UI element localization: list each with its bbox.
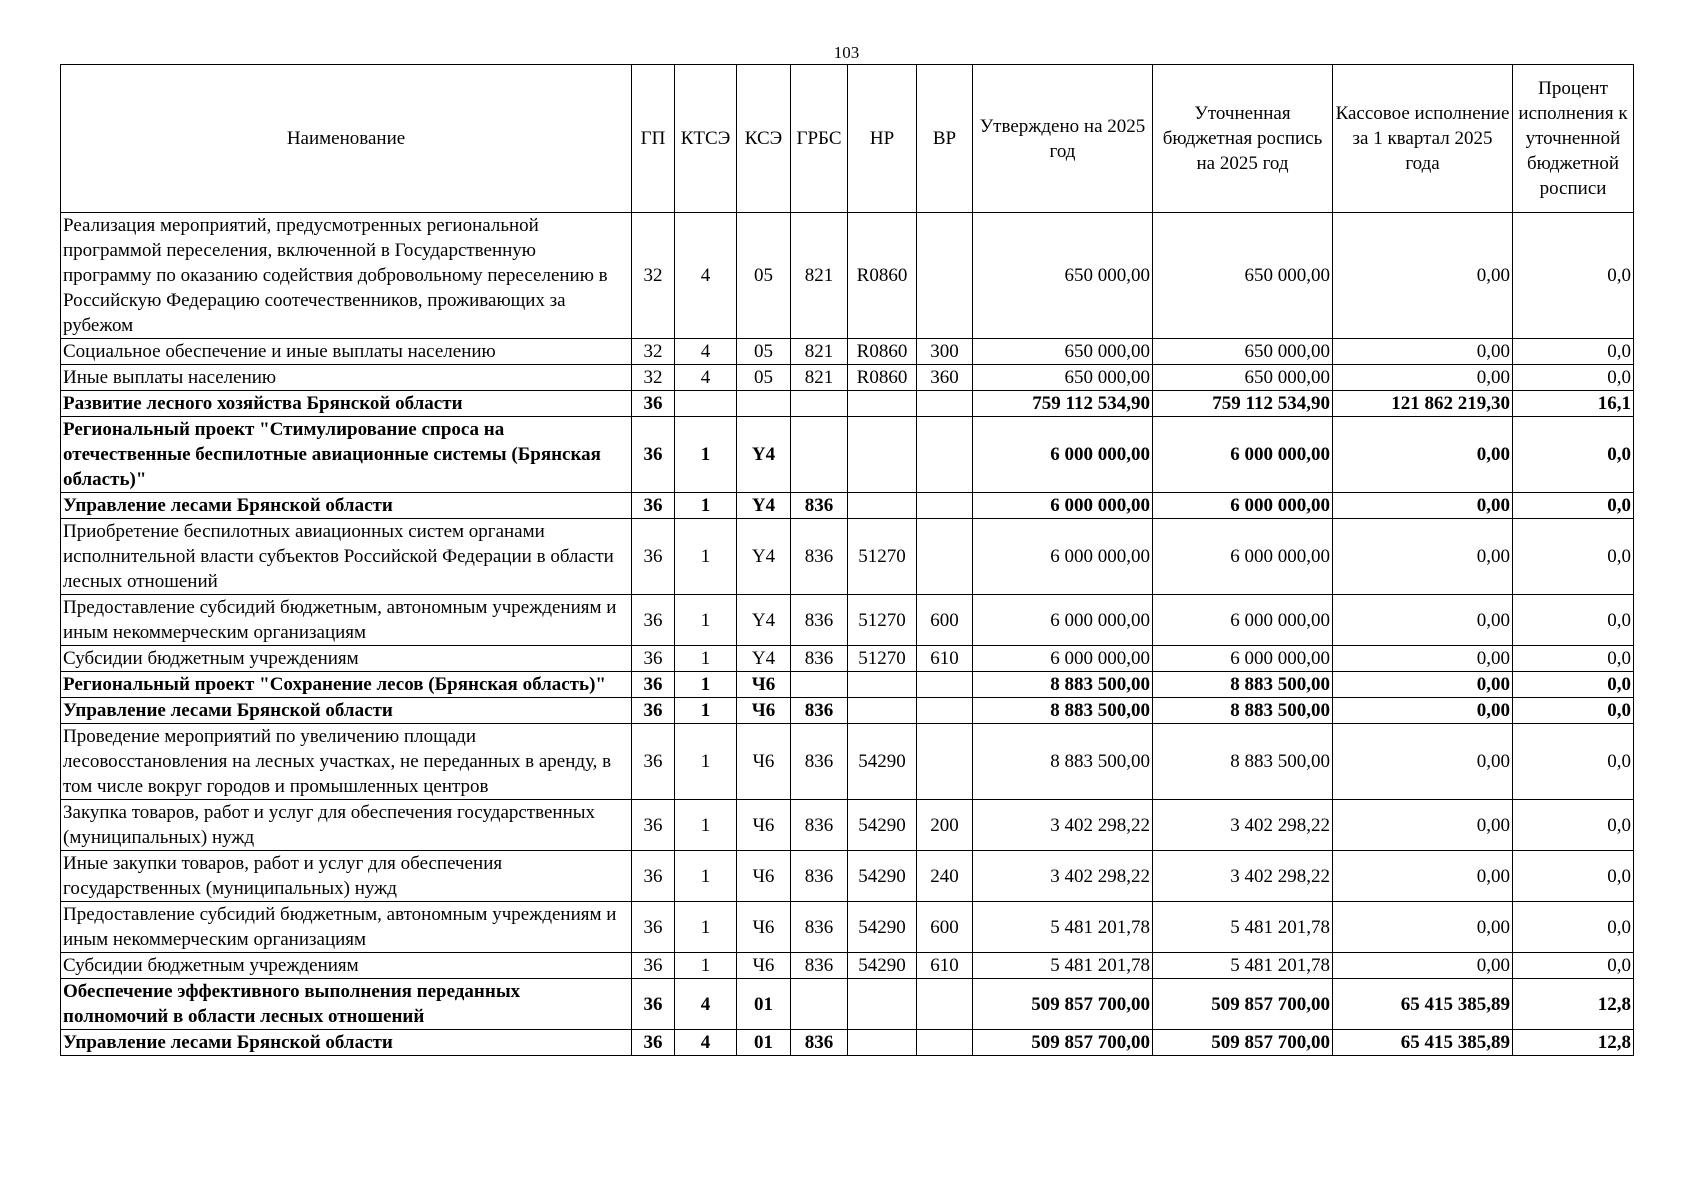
cell-name: Предоставление субсидий бюджетным, автономным учреждениям и иным некоммерческим организациям [61,902,632,953]
cell-approved: 759 112 534,90 [973,391,1153,417]
cell-ktse: 1 [675,646,737,672]
cell-gp: 36 [632,979,675,1030]
cell-name: Проведение мероприятий по увеличению площади лесовосстановления на лесных участках, не переданных в аренду, в том числе вокруг городов и промышленных центров [61,724,632,800]
cell-gp: 36 [632,800,675,851]
cell-kse: 05 [737,213,791,339]
cell-gp: 36 [632,724,675,800]
cell-nr: R0860 [848,339,917,365]
cell-gp: 36 [632,902,675,953]
cell-cash: 0,00 [1333,800,1513,851]
table-row [61,1030,1634,1056]
cell-refined: 5 481 201,78 [1153,902,1333,953]
cell-approved: 509 857 700,00 [973,1030,1153,1056]
cell-grbs [791,391,848,417]
cell-cash: 65 415 385,89 [1333,979,1513,1030]
cell-nr [848,391,917,417]
cell-grbs: 836 [791,519,848,595]
cell-nr: 51270 [848,646,917,672]
cell-name: Развитие лесного хозяйства Брянской области [61,391,632,417]
cell-vr [917,979,973,1030]
cell-kse: Y4 [737,417,791,493]
cell-approved: 509 857 700,00 [973,979,1153,1030]
cell-cash: 0,00 [1333,646,1513,672]
cell-refined: 509 857 700,00 [1153,1030,1333,1056]
cell-ktse: 4 [675,339,737,365]
cell-grbs: 836 [791,646,848,672]
cell-name: Управление лесами Брянской области [61,1030,632,1056]
cell-name: Социальное обеспечение и иные выплаты населению [61,339,632,365]
table-row [61,902,1634,953]
cell-cash: 0,00 [1333,365,1513,391]
cell-approved: 8 883 500,00 [973,724,1153,800]
cell-cash: 0,00 [1333,698,1513,724]
cell-percent: 0,0 [1513,519,1634,595]
cell-ktse: 1 [675,724,737,800]
cell-gp: 36 [632,698,675,724]
cell-refined: 759 112 534,90 [1153,391,1333,417]
cell-name: Приобретение беспилотных авиационных систем органами исполнительной власти субъектов Российской Федерации в области лесных отношений [61,519,632,595]
header-ktse: КТСЭ [675,65,737,213]
cell-approved: 5 481 201,78 [973,953,1153,979]
cell-approved: 650 000,00 [973,339,1153,365]
cell-name: Закупка товаров, работ и услуг для обеспечения государственных (муниципальных) нужд [61,800,632,851]
cell-percent: 16,1 [1513,391,1634,417]
cell-percent: 12,8 [1513,1030,1634,1056]
cell-cash: 0,00 [1333,953,1513,979]
cell-approved: 8 883 500,00 [973,672,1153,698]
cell-percent: 0,0 [1513,698,1634,724]
cell-kse: Y4 [737,493,791,519]
cell-nr [848,1030,917,1056]
cell-grbs: 836 [791,698,848,724]
cell-ktse: 1 [675,800,737,851]
cell-kse: 01 [737,979,791,1030]
cell-grbs: 836 [791,953,848,979]
cell-ktse: 4 [675,979,737,1030]
cell-nr [848,417,917,493]
cell-vr [917,672,973,698]
cell-kse: Ч6 [737,902,791,953]
cell-grbs: 836 [791,800,848,851]
cell-vr [917,724,973,800]
cell-vr [917,1030,973,1056]
cell-kse: Ч6 [737,953,791,979]
cell-gp: 36 [632,417,675,493]
table-row [61,724,1634,800]
cell-gp: 36 [632,672,675,698]
table-row [61,213,1634,339]
cell-nr [848,979,917,1030]
table-row [61,595,1634,646]
cell-grbs: 821 [791,365,848,391]
cell-refined: 8 883 500,00 [1153,698,1333,724]
cell-ktse: 4 [675,1030,737,1056]
cell-approved: 6 000 000,00 [973,519,1153,595]
cell-percent: 0,0 [1513,339,1634,365]
cell-ktse [675,391,737,417]
cell-approved: 6 000 000,00 [973,646,1153,672]
cell-kse: Ч6 [737,672,791,698]
cell-ktse: 1 [675,851,737,902]
cell-refined: 6 000 000,00 [1153,646,1333,672]
cell-grbs: 821 [791,213,848,339]
cell-vr [917,417,973,493]
cell-cash: 0,00 [1333,724,1513,800]
cell-refined: 6 000 000,00 [1153,493,1333,519]
cell-refined: 6 000 000,00 [1153,595,1333,646]
cell-nr: 54290 [848,902,917,953]
header-vr: ВР [917,65,973,213]
cell-ktse: 4 [675,213,737,339]
cell-vr [917,493,973,519]
cell-ktse: 1 [675,672,737,698]
cell-vr: 300 [917,339,973,365]
cell-percent: 12,8 [1513,979,1634,1030]
header-kse: КСЭ [737,65,791,213]
cell-cash: 65 415 385,89 [1333,1030,1513,1056]
cell-vr: 610 [917,953,973,979]
cell-cash: 0,00 [1333,672,1513,698]
cell-approved: 650 000,00 [973,365,1153,391]
cell-grbs: 836 [791,493,848,519]
cell-cash: 0,00 [1333,595,1513,646]
cell-kse [737,391,791,417]
cell-kse: 05 [737,339,791,365]
header-refined: Уточненная бюджетная роспись на 2025 год [1153,65,1333,213]
cell-approved: 3 402 298,22 [973,851,1153,902]
cell-nr: 51270 [848,595,917,646]
cell-gp: 32 [632,365,675,391]
cell-name: Иные закупки товаров, работ и услуг для обеспечения государственных (муниципальных) нужд [61,851,632,902]
table-row [61,953,1634,979]
cell-percent: 0,0 [1513,953,1634,979]
cell-refined: 6 000 000,00 [1153,417,1333,493]
table-row [61,339,1634,365]
cell-vr: 600 [917,902,973,953]
cell-name: Предоставление субсидий бюджетным, автономным учреждениям и иным некоммерческим организациям [61,595,632,646]
cell-vr: 610 [917,646,973,672]
cell-refined: 8 883 500,00 [1153,672,1333,698]
cell-cash: 0,00 [1333,417,1513,493]
cell-nr: R0860 [848,365,917,391]
budget-table [60,64,1634,1056]
cell-kse: 05 [737,365,791,391]
cell-nr [848,698,917,724]
cell-grbs: 836 [791,902,848,953]
cell-refined: 509 857 700,00 [1153,979,1333,1030]
cell-cash: 121 862 219,30 [1333,391,1513,417]
cell-percent: 0,0 [1513,417,1634,493]
cell-nr: 54290 [848,953,917,979]
cell-nr: R0860 [848,213,917,339]
cell-ktse: 1 [675,698,737,724]
table-row [61,391,1634,417]
cell-gp: 32 [632,213,675,339]
cell-approved: 6 000 000,00 [973,493,1153,519]
cell-kse: Ч6 [737,851,791,902]
cell-nr [848,672,917,698]
header-approved: Утверждено на 2025 год [973,65,1153,213]
cell-name: Обеспечение эффективного выполнения переданных полномочий в области лесных отношений [61,979,632,1030]
cell-ktse: 1 [675,417,737,493]
cell-nr: 51270 [848,519,917,595]
cell-grbs [791,417,848,493]
cell-vr [917,698,973,724]
table-row [61,698,1634,724]
cell-kse: Ч6 [737,698,791,724]
cell-name: Региональный проект "Стимулирование спроса на отечественные беспилотные авиационные системы (Брянская область)" [61,417,632,493]
cell-ktse: 1 [675,953,737,979]
cell-cash: 0,00 [1333,213,1513,339]
cell-approved: 6 000 000,00 [973,595,1153,646]
cell-name: Иные выплаты населению [61,365,632,391]
cell-gp: 36 [632,595,675,646]
cell-vr: 200 [917,800,973,851]
page-number: 103 [833,43,860,62]
cell-refined: 8 883 500,00 [1153,724,1333,800]
cell-vr [917,519,973,595]
table-row [61,851,1634,902]
cell-percent: 0,0 [1513,672,1634,698]
header-cash: Кассовое исполнение за 1 квартал 2025 года [1333,65,1513,213]
cell-kse: Y4 [737,595,791,646]
cell-approved: 8 883 500,00 [973,698,1153,724]
cell-nr [848,493,917,519]
table-row [61,646,1634,672]
header-row [61,65,1634,213]
cell-vr: 600 [917,595,973,646]
cell-percent: 0,0 [1513,800,1634,851]
cell-refined: 3 402 298,22 [1153,800,1333,851]
cell-nr: 54290 [848,800,917,851]
cell-cash: 0,00 [1333,851,1513,902]
cell-name: Региональный проект "Сохранение лесов (Брянская область)" [61,672,632,698]
cell-vr [917,213,973,339]
cell-nr: 54290 [848,724,917,800]
cell-name: Управление лесами Брянской области [61,698,632,724]
cell-name: Управление лесами Брянской области [61,493,632,519]
cell-gp: 32 [632,339,675,365]
cell-nr: 54290 [848,851,917,902]
table-row [61,365,1634,391]
header-percent: Процент исполнения к уточненной бюджетной росписи [1513,65,1634,213]
table-row [61,672,1634,698]
header-grbs: ГРБС [791,65,848,213]
cell-approved: 5 481 201,78 [973,902,1153,953]
header-nr: НР [848,65,917,213]
table-row [61,800,1634,851]
cell-gp: 36 [632,1030,675,1056]
cell-vr: 360 [917,365,973,391]
cell-grbs: 836 [791,1030,848,1056]
cell-percent: 0,0 [1513,646,1634,672]
cell-name: Субсидии бюджетным учреждениям [61,953,632,979]
cell-ktse: 1 [675,902,737,953]
cell-gp: 36 [632,646,675,672]
table-row [61,417,1634,493]
cell-percent: 0,0 [1513,902,1634,953]
cell-cash: 0,00 [1333,493,1513,519]
cell-name: Субсидии бюджетным учреждениям [61,646,632,672]
cell-kse: Y4 [737,519,791,595]
table-row [61,519,1634,595]
cell-vr [917,391,973,417]
cell-kse: Ч6 [737,800,791,851]
cell-kse: Ч6 [737,724,791,800]
cell-gp: 36 [632,851,675,902]
cell-gp: 36 [632,953,675,979]
cell-approved: 3 402 298,22 [973,800,1153,851]
cell-cash: 0,00 [1333,902,1513,953]
cell-ktse: 1 [675,519,737,595]
cell-grbs [791,672,848,698]
cell-gp: 36 [632,519,675,595]
cell-approved: 6 000 000,00 [973,417,1153,493]
cell-grbs [791,979,848,1030]
cell-approved: 650 000,00 [973,213,1153,339]
cell-percent: 0,0 [1513,365,1634,391]
cell-percent: 0,0 [1513,724,1634,800]
cell-ktse: 4 [675,365,737,391]
cell-grbs: 836 [791,851,848,902]
cell-percent: 0,0 [1513,595,1634,646]
cell-refined: 5 481 201,78 [1153,953,1333,979]
cell-grbs: 836 [791,724,848,800]
cell-grbs: 821 [791,339,848,365]
cell-percent: 0,0 [1513,213,1634,339]
cell-refined: 650 000,00 [1153,213,1333,339]
cell-refined: 650 000,00 [1153,365,1333,391]
cell-refined: 3 402 298,22 [1153,851,1333,902]
cell-vr: 240 [917,851,973,902]
cell-refined: 650 000,00 [1153,339,1333,365]
table-row [61,493,1634,519]
cell-ktse: 1 [675,595,737,646]
header-name: Наименование [61,65,632,213]
cell-name: Реализация мероприятий, предусмотренных региональной программой переселения, включенной в Государственную программу по оказанию содействия добровольному переселению в Российскую Федерацию соотечественников, проживающих за рубежом [61,213,632,339]
cell-gp: 36 [632,493,675,519]
table-row [61,979,1634,1030]
header-gp: ГП [632,65,675,213]
cell-kse: 01 [737,1030,791,1056]
cell-grbs: 836 [791,595,848,646]
cell-refined: 6 000 000,00 [1153,519,1333,595]
cell-gp: 36 [632,391,675,417]
cell-cash: 0,00 [1333,339,1513,365]
cell-cash: 0,00 [1333,519,1513,595]
cell-percent: 0,0 [1513,493,1634,519]
cell-percent: 0,0 [1513,851,1634,902]
table-body [61,213,1634,1056]
cell-ktse: 1 [675,493,737,519]
cell-kse: Y4 [737,646,791,672]
